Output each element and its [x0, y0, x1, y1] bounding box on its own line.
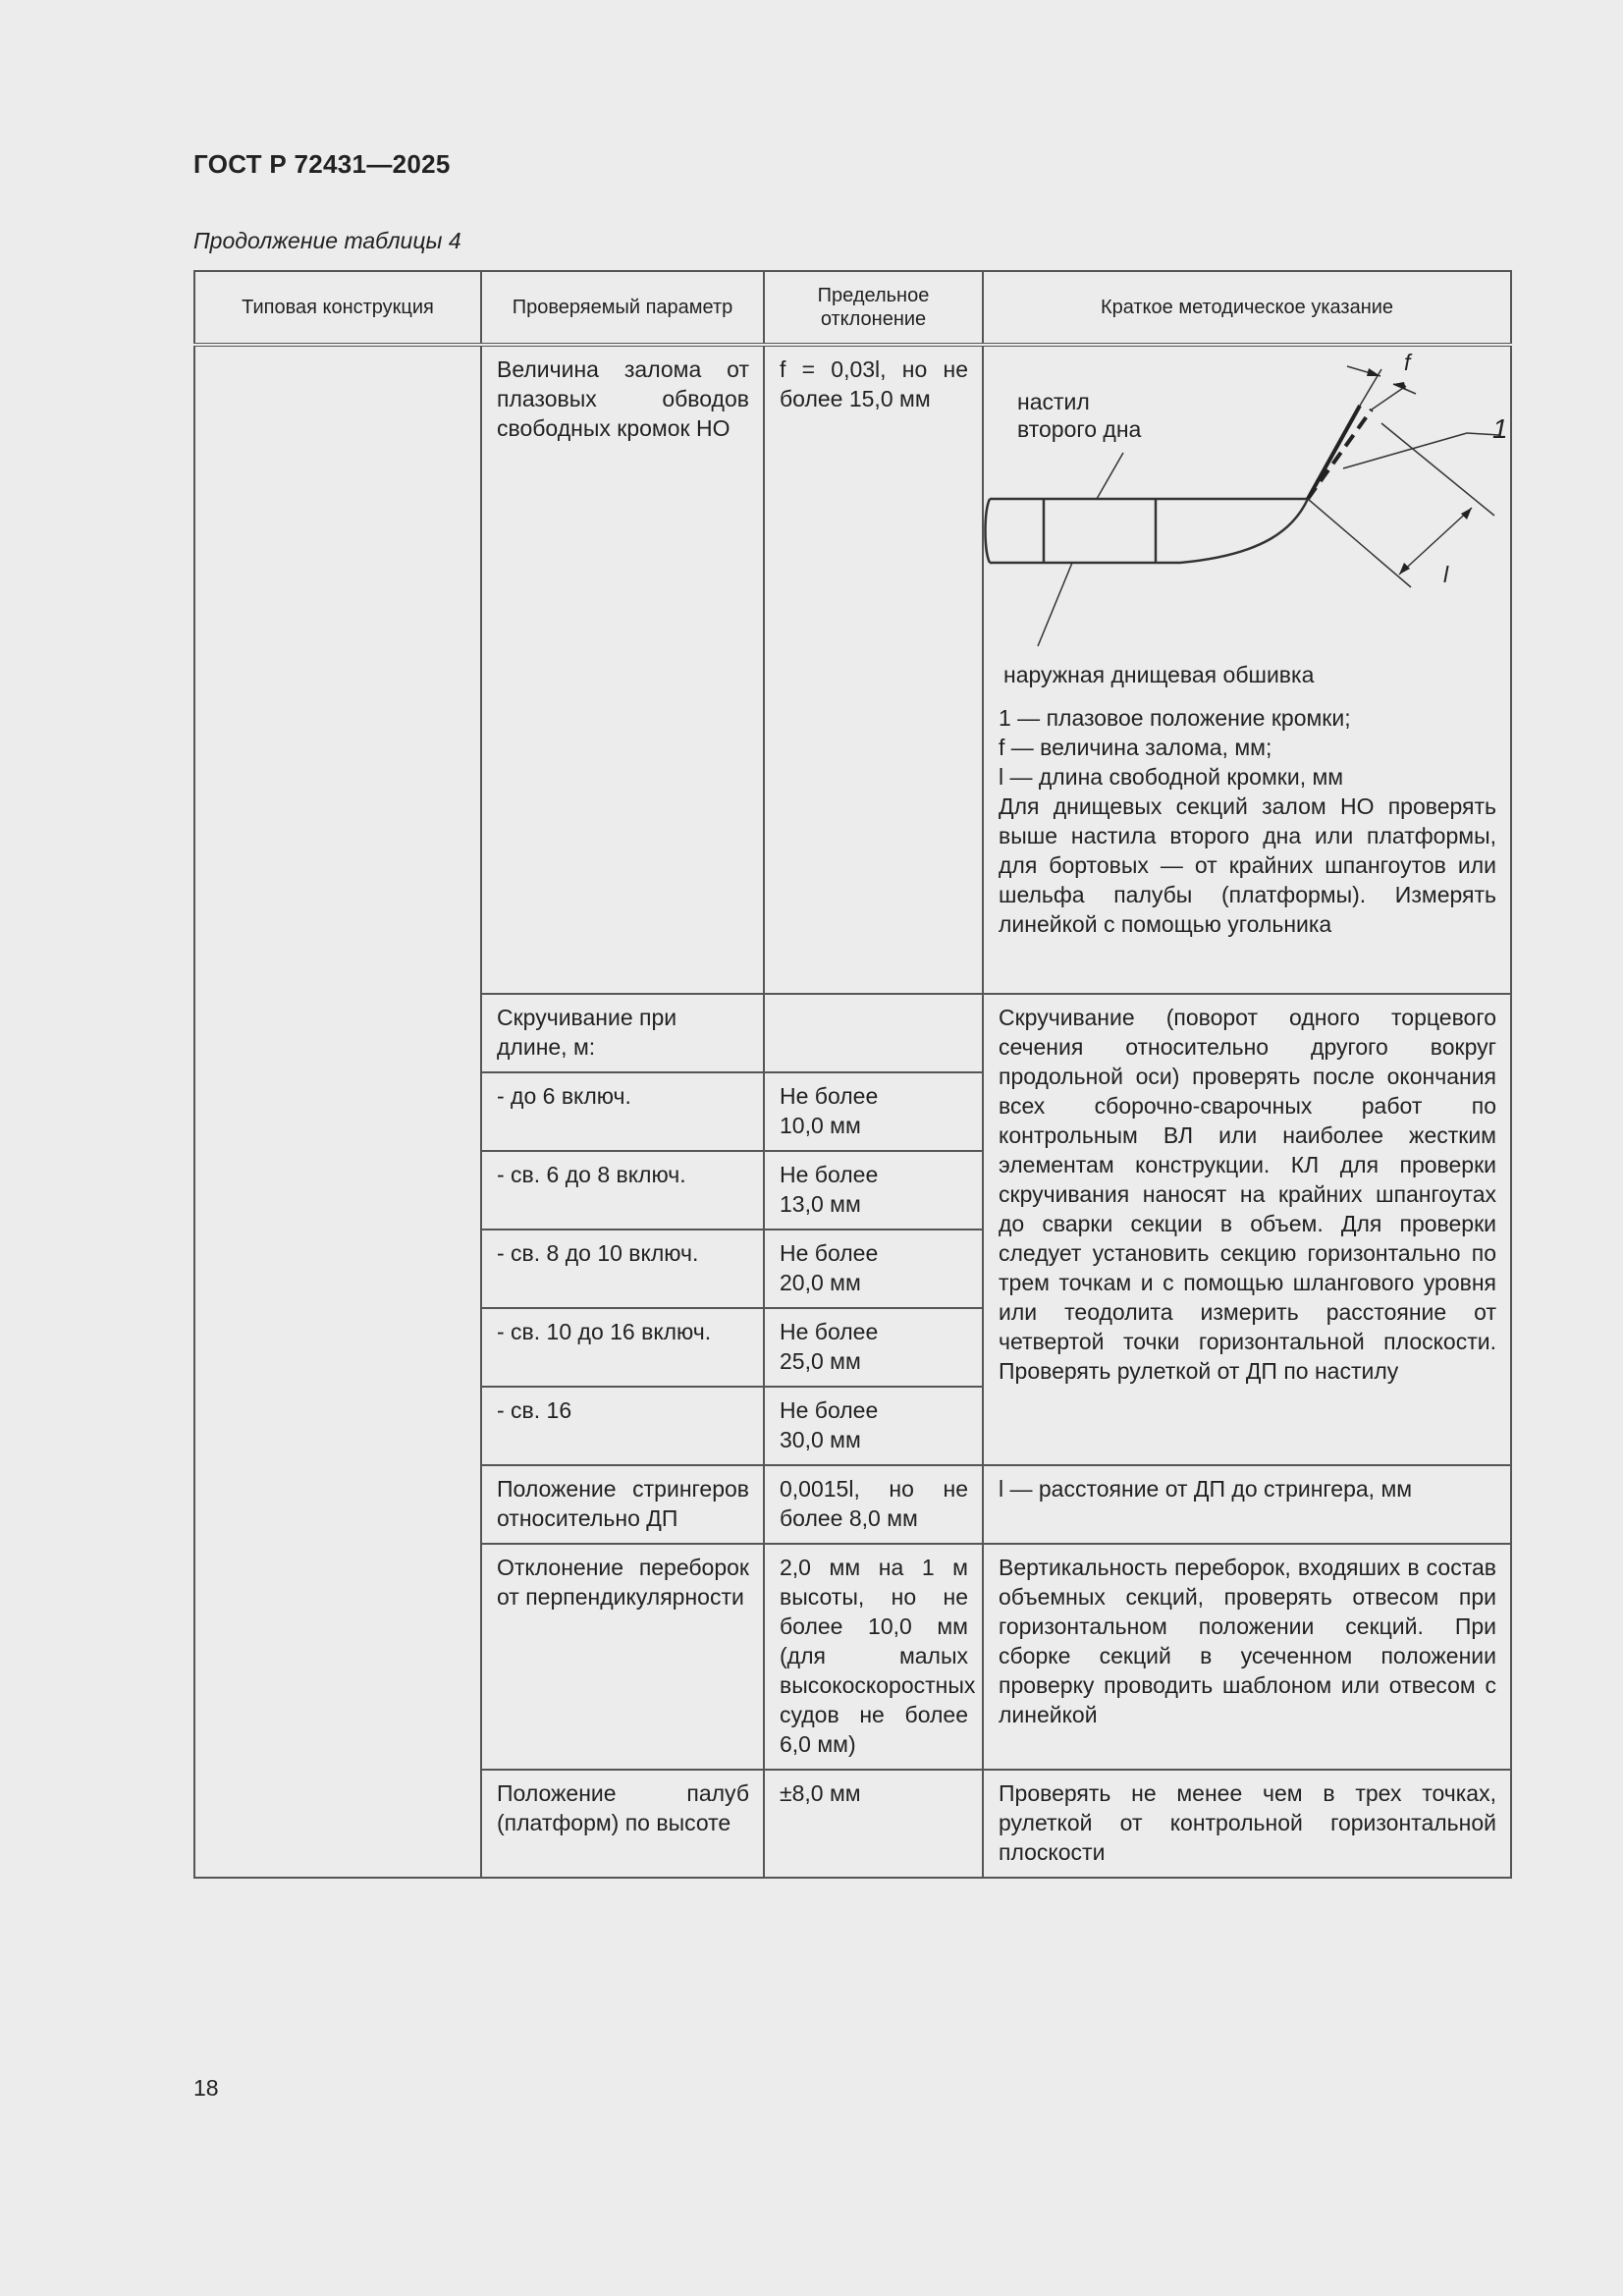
tolerance-table	[193, 270, 1512, 1879]
ext-line-f2	[1372, 386, 1406, 410]
legend-item: f — величина залома, мм;	[999, 735, 1272, 760]
table-header-row	[194, 271, 1511, 345]
param-stringers: Положение стрингеров относительно ДП	[481, 1465, 764, 1544]
plate-outline	[990, 499, 1308, 563]
arrow-f-1	[1367, 368, 1380, 376]
zalom-note: Для днищевых секций залом НО проверять выше настила второго дна или платформы, для бортовых — от крайних шпангоутов или шельфа палубы (платформы). Измерять линейкой с помощью угольника	[999, 793, 1496, 937]
instruction-twist: Скручивание (поворот одного торцевого сечения относительно другого вокруг продольной оси) проверять после окончания всех сборочно-сварочных работ по контрольным ВЛ или наиболее жестким элементам конструкции. КЛ для проверки скручивания наносят на крайних шпангоутах до сварки секции в объем. Для проверки следует установить секцию горизонтально по трем точкам и с помощью шлангового уровня или теодолита измерить расстояние от четвертой точки горизонтальной плоскости. Проверять рулеткой от ДП по настилу	[983, 994, 1511, 1465]
limit-twist-empty	[764, 994, 983, 1072]
actual-edge	[1308, 406, 1360, 499]
label-top-plating: настил второго дна	[1017, 389, 1142, 442]
leader-top	[1097, 453, 1123, 499]
instruction-zalom	[983, 345, 1511, 994]
twist-limit: Не более 13,0 мм	[764, 1151, 983, 1230]
limit-bulkheads: 2,0 мм на 1 м высоты, но не более 10,0 мм (для малых высокоскоростных судов не более 6,0 мм)	[764, 1544, 983, 1770]
label-1: 1	[1492, 413, 1508, 444]
instruction-stringers: l — расстояние от ДП до стрингера, мм	[983, 1465, 1511, 1544]
twist-range: - св. 16	[481, 1387, 764, 1465]
label-l: l	[1443, 562, 1449, 587]
legend-item: l — длина свободной кромки, мм	[999, 764, 1344, 790]
param-bulkheads: Отклонение переборок от перпендикулярности	[481, 1544, 764, 1770]
break-line	[986, 499, 991, 563]
leader-bottom	[1038, 563, 1072, 646]
twist-range: - св. 6 до 8 включ.	[481, 1151, 764, 1230]
label-bottom-plating: наружная днищевая обшивка	[1003, 662, 1315, 687]
arrow-f-2	[1393, 382, 1406, 390]
ext-line-l2	[1381, 423, 1494, 516]
instruction-decks: Проверять не менее чем в трех точках, рулеткой от контрольной горизонтальной плоскости	[983, 1770, 1511, 1878]
column-header-instruction: Краткое методическое указание	[983, 271, 1511, 345]
zalom-legend	[984, 703, 1510, 947]
label-f: f	[1404, 350, 1411, 375]
construction-cell-empty	[194, 345, 481, 1878]
column-header-parameter: Проверяемый параметр	[481, 271, 764, 345]
table-row	[194, 345, 1511, 994]
page-number: 18	[193, 2075, 219, 2101]
ext-line-l1	[1308, 499, 1411, 587]
leader-1	[1343, 433, 1467, 468]
twist-limit: Не более 30,0 мм	[764, 1387, 983, 1465]
zalom-diagram	[984, 347, 1510, 695]
twist-range: - св. 8 до 10 включ.	[481, 1230, 764, 1308]
twist-limit: Не более 10,0 мм	[764, 1072, 983, 1151]
arrow-l-1	[1399, 563, 1410, 574]
table-caption: Продолжение таблицы 4	[193, 228, 461, 253]
limit-zalom: f = 0,03l, но не более 15,0 мм	[764, 345, 983, 994]
twist-limit: Не более 25,0 мм	[764, 1308, 983, 1387]
arrow-l-2	[1461, 508, 1472, 519]
twist-range: - до 6 включ.	[481, 1072, 764, 1151]
limit-stringers: 0,0015l, но не более 8,0 мм	[764, 1465, 983, 1544]
dim-l	[1399, 508, 1472, 574]
param-twist: Скручивание при длине, м:	[481, 994, 764, 1072]
instruction-bulkheads: Вертикальность переборок, входяших в состав объемных секций, проверять отвесом при горизонтальном положении секций. При сборке секций в усеченном положении проверку проводить шаблоном или отвесом с линейкой	[983, 1544, 1511, 1770]
legend-item: 1 — плазовое положение кромки;	[999, 705, 1351, 731]
twist-limit: Не более 20,0 мм	[764, 1230, 983, 1308]
param-decks: Положение палуб (платформ) по высоте	[481, 1770, 764, 1878]
twist-range: - св. 10 до 16 включ.	[481, 1308, 764, 1387]
column-header-construction: Типовая конструкция	[194, 271, 481, 345]
column-header-deviation: Предельное отклонение	[764, 271, 983, 345]
limit-decks: ±8,0 мм	[764, 1770, 983, 1878]
param-zalom: Величина залома от плазовых обводов свободных кромок НО	[481, 345, 764, 994]
document-title: ГОСТ Р 72431—2025	[193, 149, 451, 179]
